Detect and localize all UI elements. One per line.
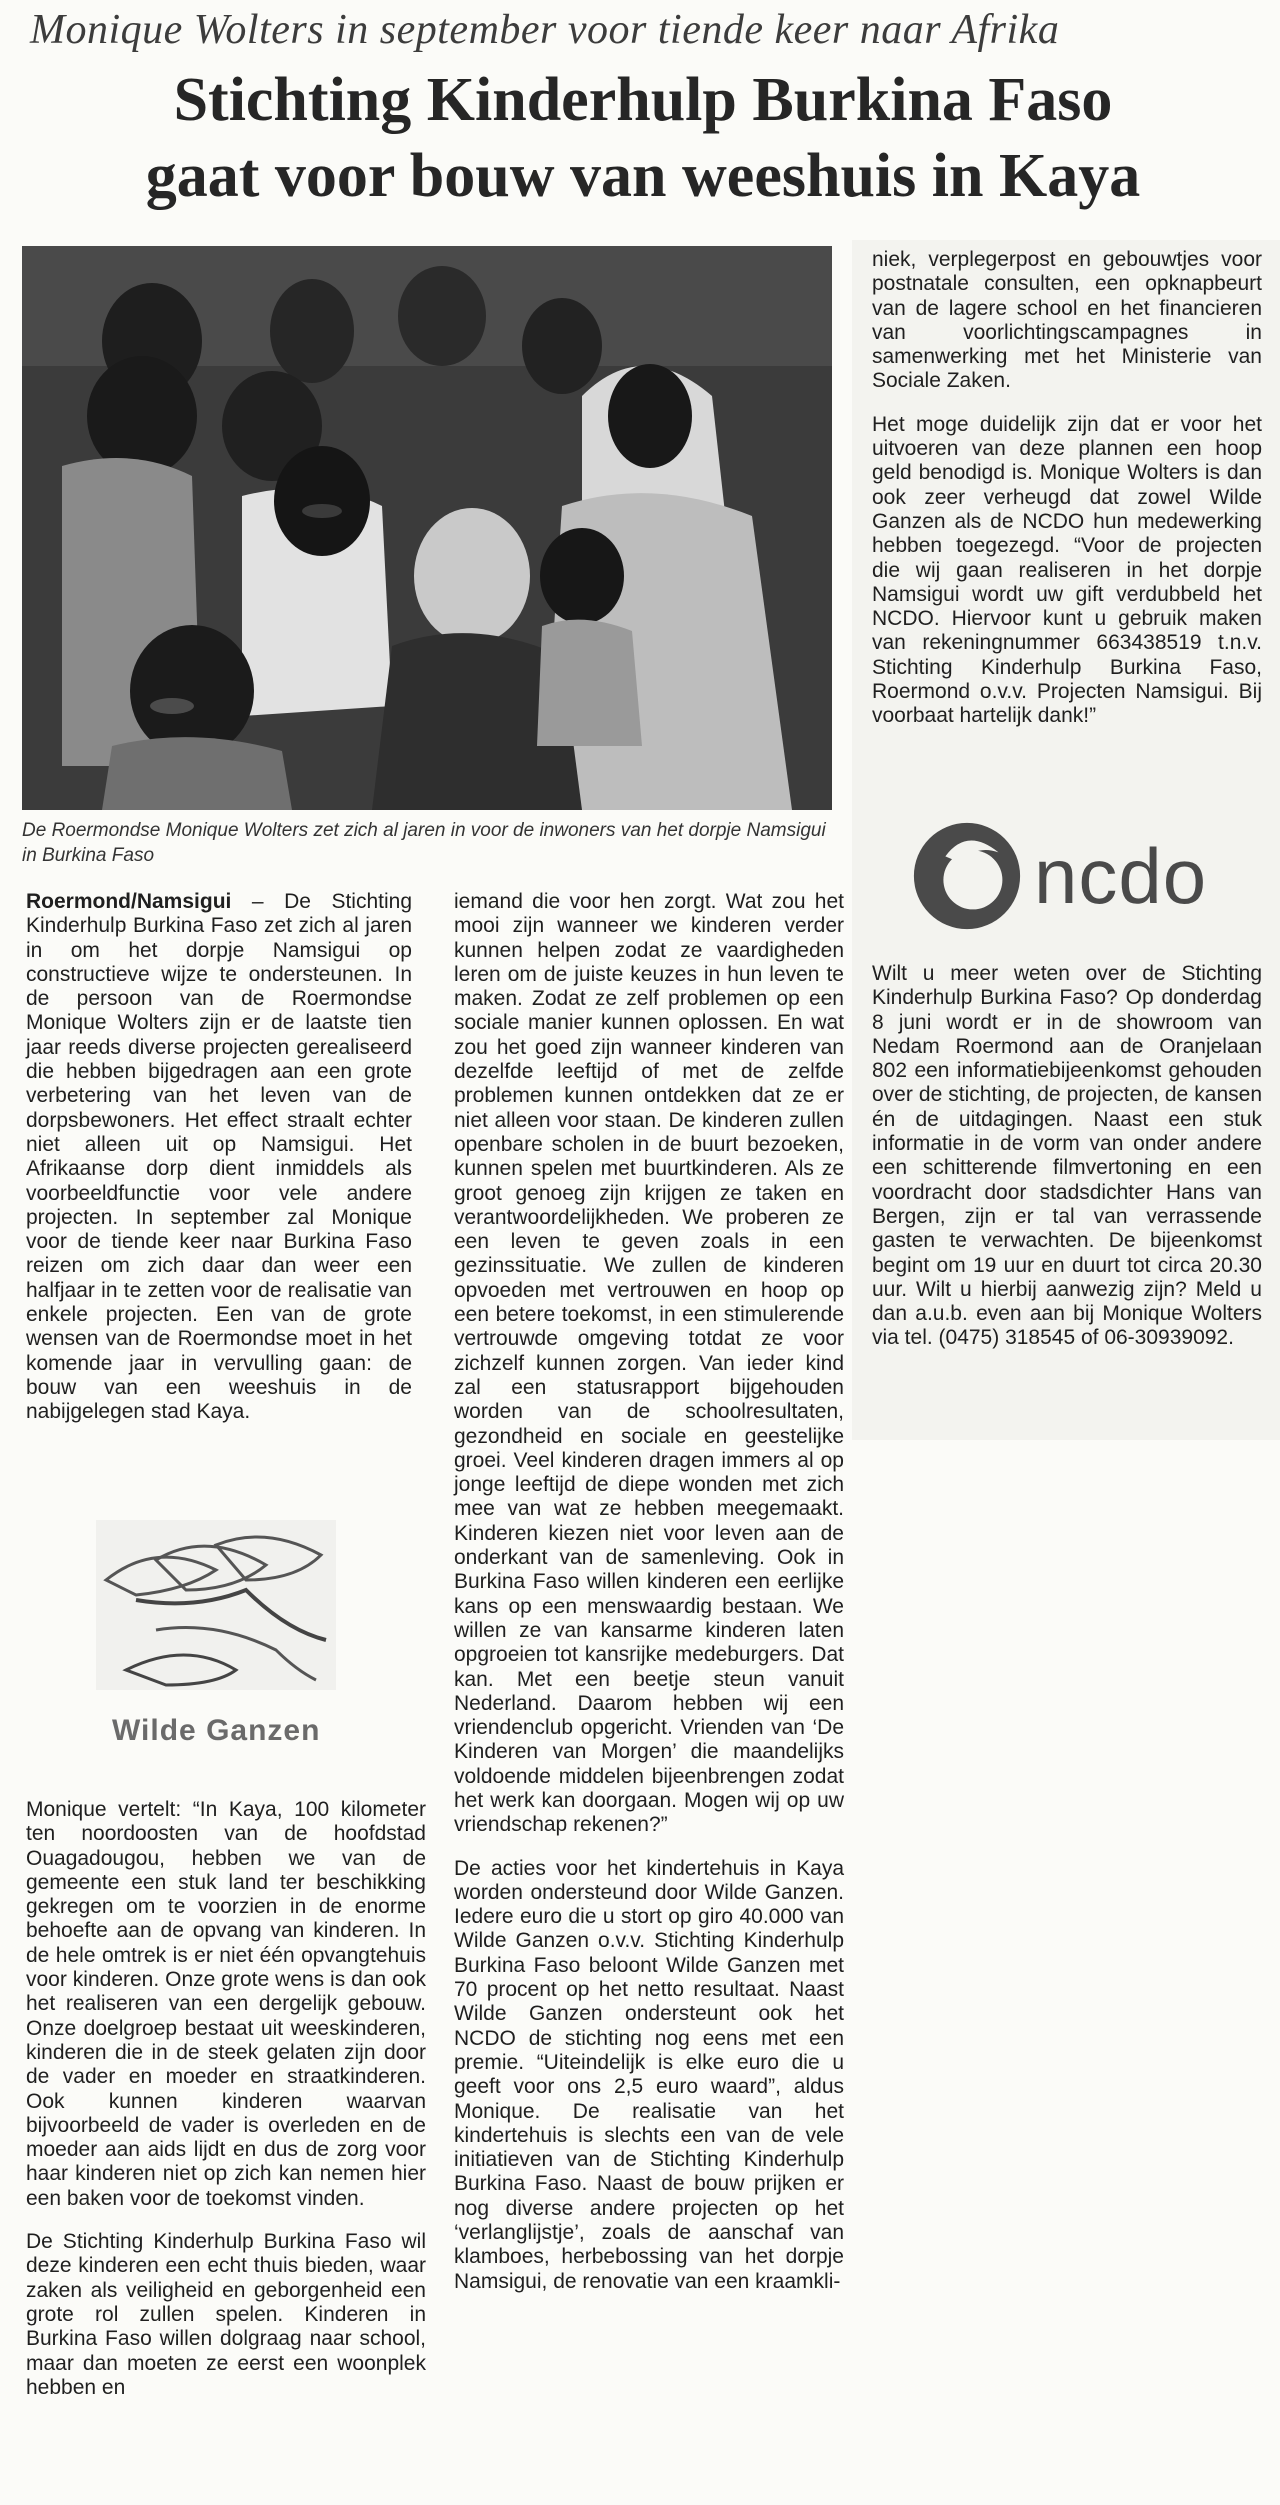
kicker: Monique Wolters in september voor tiende keer naar Afrika bbox=[30, 7, 1060, 53]
quote-paragraph-1: Monique vertelt: “In Kaya, 100 kilometer ten noordoosten van de hoofdstad Ouagadougou, hebben we van de gemeente een stuk land ter beschikking gekregen om te voorzien in de enorme behoefte aan de opvang van kinderen. In de hele omtrek is er niet één opvangtehuis voor kinderen. Onze grote wens is dan ook het realiseren van een dergelijk gebouw. Onze doelgroep bestaat uit weeskinderen, kinderen die in de steek gelaten zijn door de vader en moeder en straatkinderen. Ook kunnen kinderen waarvan bijvoorbeeld de vader is overleden en de moeder aan aids lijdt en dus de zorg voor haar kinderen niet op zich kan nemen hier een baken voor de toekomst vinden. bbox=[26, 1798, 426, 2210]
photo-children-group bbox=[22, 246, 832, 810]
column-2 bbox=[454, 890, 844, 2313]
column-1-top bbox=[26, 890, 412, 1444]
quote-paragraph-2: De Stichting Kinderhulp Burkina Faso wil deze kinderen een echt thuis bieden, waar zaken als veiligheid en geborgenheid een grote rol zullen spelen. Kinderen in Burkina Faso willen dolgraag naar school, maar dan moeten ze eerst een woonplek hebben en bbox=[26, 2230, 426, 2399]
projects-paragraph: niek, verplegerpost en gebouwtjes voor postnatale consulten, een opknapbeurt van de lagere school en het financieren van voorlichtingscampagnes in samenwerking met het Ministerie van Sociale Zaken. bbox=[872, 248, 1262, 393]
column-3-bottom bbox=[872, 962, 1262, 1370]
ncdo-wordmark: ncdo bbox=[1034, 831, 1208, 920]
intro-text: – De Stichting Kinderhulp Burkina Faso zet zich al jaren in om het dorpje Namsigui op constructieve wijze te ondersteunen. In de persoon van de Roermondse Monique Wolters zijn er de laatste tien jaar reeds diverse projecten gerealiseerd die hebben bijgedragen aan een grote verbetering van het leven van de dorpsbewoners. Het effect straalt echter niet alleen uit op Namsigui. Het Afrikaanse dorp dient inmiddels als voorbeeldfunctie voor vele andere projecten. In september zal Monique voor de tiende keer naar Burkina Faso reizen om zich daar dan weer een halfjaar in te zetten voor de realisatie van enkele projecten. Een van de grote wensen van de Roermondse moet in het komende jaar in vervulling gaan: de bouw van een weeshuis in de nabijgelegen stad Kaya. bbox=[26, 890, 412, 1424]
photo-caption: De Roermondse Monique Wolters zet zich al jaren in voor de inwoners van het dorpje Namsigui in Burkina Faso bbox=[22, 820, 826, 866]
headline-line-2: gaat voor bouw van weeshuis in Kaya bbox=[145, 142, 1141, 210]
ncdo-logo bbox=[908, 814, 1248, 938]
wilde-ganzen-logo bbox=[80, 1520, 380, 1770]
headline-line-1: Stichting Kinderhulp Burkina Faso bbox=[173, 66, 1113, 134]
event-paragraph: Wilt u meer weten over de Stichting Kinderhulp Burkina Faso? Op donderdag 8 juni wordt er in de showroom van Nedam Roermond aan de Oranjelaan 802 een informatiebijeenkomst gehouden over de stichting, de projecten, de kansen én de uitdagingen. Naast een stuk informatie in de vorm van onder andere een schitterende filmvertoning en een voordracht door stadsdichter Hans van Bergen, zijn er tal van verrassende gasten te verwachten. De bijeenkomst begint om 19 uur en duurt tot circa 20.30 uur. Wilt u hierbij aanwezig zijn? Meld u dan a.u.b. even aan bij Monique Wolters via tel. (0475) 318545 of 06-30939092. bbox=[872, 962, 1262, 1350]
quote-paragraph-3: iemand die voor hen zorgt. Wat zou het mooi zijn wanneer we kinderen verder kunnen helpen zodat ze vaardigheden leren om de juiste keuzes in hun leven te maken. Zodat ze zelf problemen op een sociale manier kunnen oplossen. En wat zou het goed zijn wanneer kinderen van dezelfde leeftijd of met de zelfde problemen kunnen ontdekken dat ze er niet alleen voor staan. De kinderen zullen openbare scholen in de buurt bezoeken, kunnen spelen met buurtkinderen. Als ze groot genoeg zijn krijgen ze taken en verantwoordelijkheden. We proberen ze een leven te geven zoals in een gezinssituatie. We zullen de kinderen opvoeden met vertrouwen en hoop op een betere toekomst, in een stimulerende vertrouwde omgeving totdat ze voor zichzelf kunnen zorgen. Van ieder kind zal een statusrapport bijgehouden worden van de schoolresultaten, gezondheid en sociale en geestelijke groei. Veel kinderen dragen immers al op jonge leeftijd de diepe wonden met zich mee van wat ze hebben meegemaakt. Kinderen kiezen niet voor leven aan de onderkant van de samenleving. Ook in Burkina Faso willen kinderen een eerlijke kans op een menswaardig bestaan. We willen ze van kansarme kinderen laten opgroeien tot kansrijke medeburgers. Dat kan. Met een beetje steun vanuit Nederland. Daarom hebben wij een vriendenclub opgericht. Vrienden van ‘De Kinderen van Morgen’ die maandelijks voldoende middelen bijeenbrengen zodat het werk kan doorgaan. Mogen wij op uw vriendschap rekenen?” bbox=[454, 890, 844, 1837]
column-1-bottom bbox=[26, 1798, 426, 2419]
headline bbox=[18, 62, 1268, 214]
column-3-top bbox=[872, 248, 1262, 748]
donation-paragraph: Het moge duidelijk zijn dat er voor het uitvoeren van deze plannen een hoop geld benodigd is. Monique Wolters is dan ook zeer verheugd dat zowel Wilde Ganzen als de NCDO hun medewerking hebben toegezegd. “Voor de projecten die wij gaan realiseren in het dorpje Namsigui wordt uw gift verdubbeld het NCDO. Hiervoor kunt u gebruik maken van rekeningnummer 663438519 t.n.v. Stichting Kinderhulp Burkina Faso, Roermond o.v.v. Projecten Namsigui. Bij voorbaat hartelijk dank!” bbox=[872, 412, 1262, 728]
geese-icon bbox=[96, 1520, 336, 1690]
intro-paragraph bbox=[26, 890, 412, 1425]
dateline: Roermond/Namsigui bbox=[26, 890, 232, 913]
ncdo-swirl-icon bbox=[908, 817, 1026, 935]
support-paragraph: De acties voor het kindertehuis in Kaya worden ondersteund door Wilde Ganzen. Iedere euro die u stort op giro 40.000 van Wilde Ganzen o.v.v. Stichting Kinderhulp Burkina Faso beloont Wilde Ganzen met 70 procent op het netto resultaat. Naast Wilde Ganzen ondersteunt ook het NCDO de stichting nog eens met een premie. “Uiteindelijk is elke euro die u geeft voor ons 2,5 euro waard”, aldus Monique. De realisatie van het kindertehuis is slechts een van de vele initiatieven van de Stichting Kinderhulp Burkina Faso. Naast de bouw prijken er nog diverse andere projecten op het ‘verlanglijstje’, zoals de aanschaf van klamboes, herbebossing van het dorpje Namsigui, de renovatie van een kraamkli- bbox=[454, 1856, 844, 2293]
photo-illustration bbox=[22, 246, 832, 810]
wilde-ganzen-wordmark: Wilde Ganzen bbox=[112, 1714, 321, 1747]
